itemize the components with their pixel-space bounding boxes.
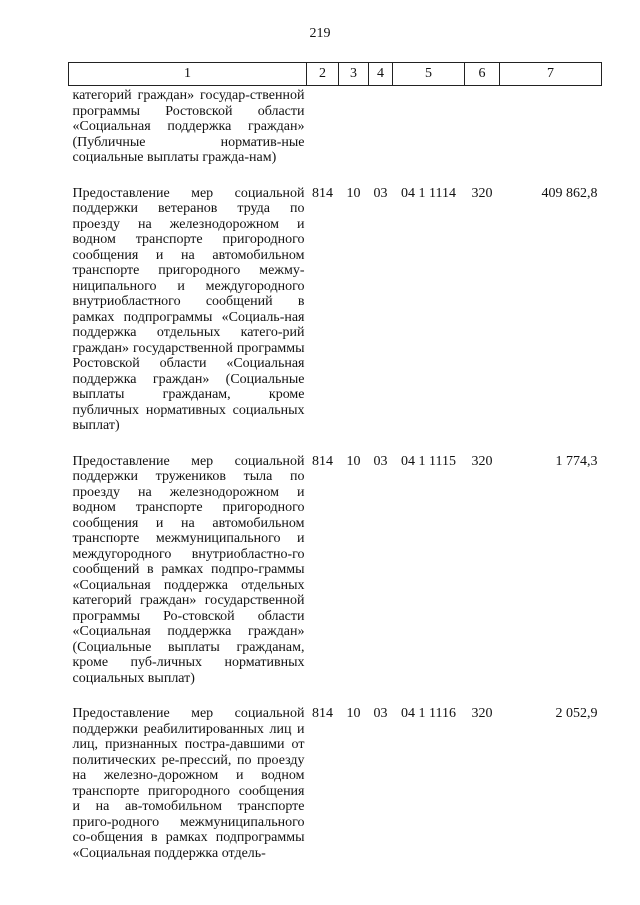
table-row (69, 186, 602, 454)
column-header-name: 1 (69, 63, 307, 86)
column-header-rz: 3 (339, 63, 369, 86)
row-sum (500, 86, 602, 186)
column-header-vr: 6 (465, 63, 500, 86)
row-sum: 1 774,3 (555, 453, 598, 469)
header-row (69, 63, 602, 86)
table-row (69, 86, 602, 186)
row-rz: 10 (346, 706, 361, 721)
row-name: категорий граждан» государ-ственной программы Ростовской области «Социальная поддержка граждан» (Публичные норматив-ные социальные выплаты гражда-нам) (72, 88, 305, 165)
row-ved: 814 (312, 706, 333, 721)
row-name: Предоставление мер социальной поддержки реабилитированных лиц и лиц, признанных постра-давшими от политических ре-прессий, по проезду на железно-дорожном и водном транспорте пригородного сообщения и на ав-томобильном транспорте приго-родного межмуниципального со-общения в рамках подпрограммы «Социальная поддержка отдель- (72, 706, 305, 861)
page-number: 219 (309, 26, 331, 41)
row-pr: 03 (373, 185, 388, 201)
column-header-sum: 7 (500, 63, 602, 86)
row-name: Предоставление мер социальной поддержки тружеников тыла по проезду на железнодорожном и водном транспорте пригородного сообщения и на автомобильном транспорте межмуниципального и междугородного внутриобластно-го сообщений в рамках подпро-граммы «Социальная поддержка отдельных категорий граждан» государственной программы Ро-стовской области «Социальная поддержка граждан» (Социальные выплаты гражданам, кроме пуб-личных нормативных социальных выплат) (72, 453, 305, 686)
row-csr (393, 86, 465, 186)
row-rz (339, 86, 369, 186)
row-ved: 814 (312, 453, 333, 469)
table-row (69, 706, 602, 881)
column-header-pr: 4 (369, 63, 393, 86)
row-vr: 320 (471, 706, 493, 721)
row-vr (465, 86, 500, 186)
row-rz: 10 (346, 185, 361, 201)
row-ved (307, 86, 339, 186)
table-row (69, 454, 602, 707)
row-sum: 409 862,8 (541, 185, 598, 201)
row-rz: 10 (346, 453, 361, 469)
row-ved: 814 (312, 185, 333, 201)
row-csr: 04 1 1114 (401, 185, 456, 201)
row-vr: 320 (471, 185, 493, 201)
column-header-ved: 2 (307, 63, 339, 86)
row-sum: 2 052,9 (555, 706, 598, 721)
row-csr: 04 1 1115 (401, 453, 456, 469)
row-pr: 03 (373, 706, 388, 721)
row-pr (369, 86, 393, 186)
row-pr: 03 (373, 453, 388, 469)
budget-table (68, 62, 602, 881)
row-csr: 04 1 1116 (401, 706, 456, 721)
row-name: Предоставление мер социальной поддержки ветеранов труда по проезду на железнодорожном и водном транспорте пригородного сообщения и на автомобильном транспорте пригородного межму-ниципального и междугородного внутриобластного сообщений в рамках подпрограммы «Социаль-ная поддержка отдельных катего-рий граждан» государственной программы Ростовской области «Социальная поддержка граждан» (Социальные выплаты гражданам, кроме публичных нормативных социальных выплат) (72, 185, 305, 433)
row-vr: 320 (471, 453, 493, 469)
column-header-csr: 5 (393, 63, 465, 86)
